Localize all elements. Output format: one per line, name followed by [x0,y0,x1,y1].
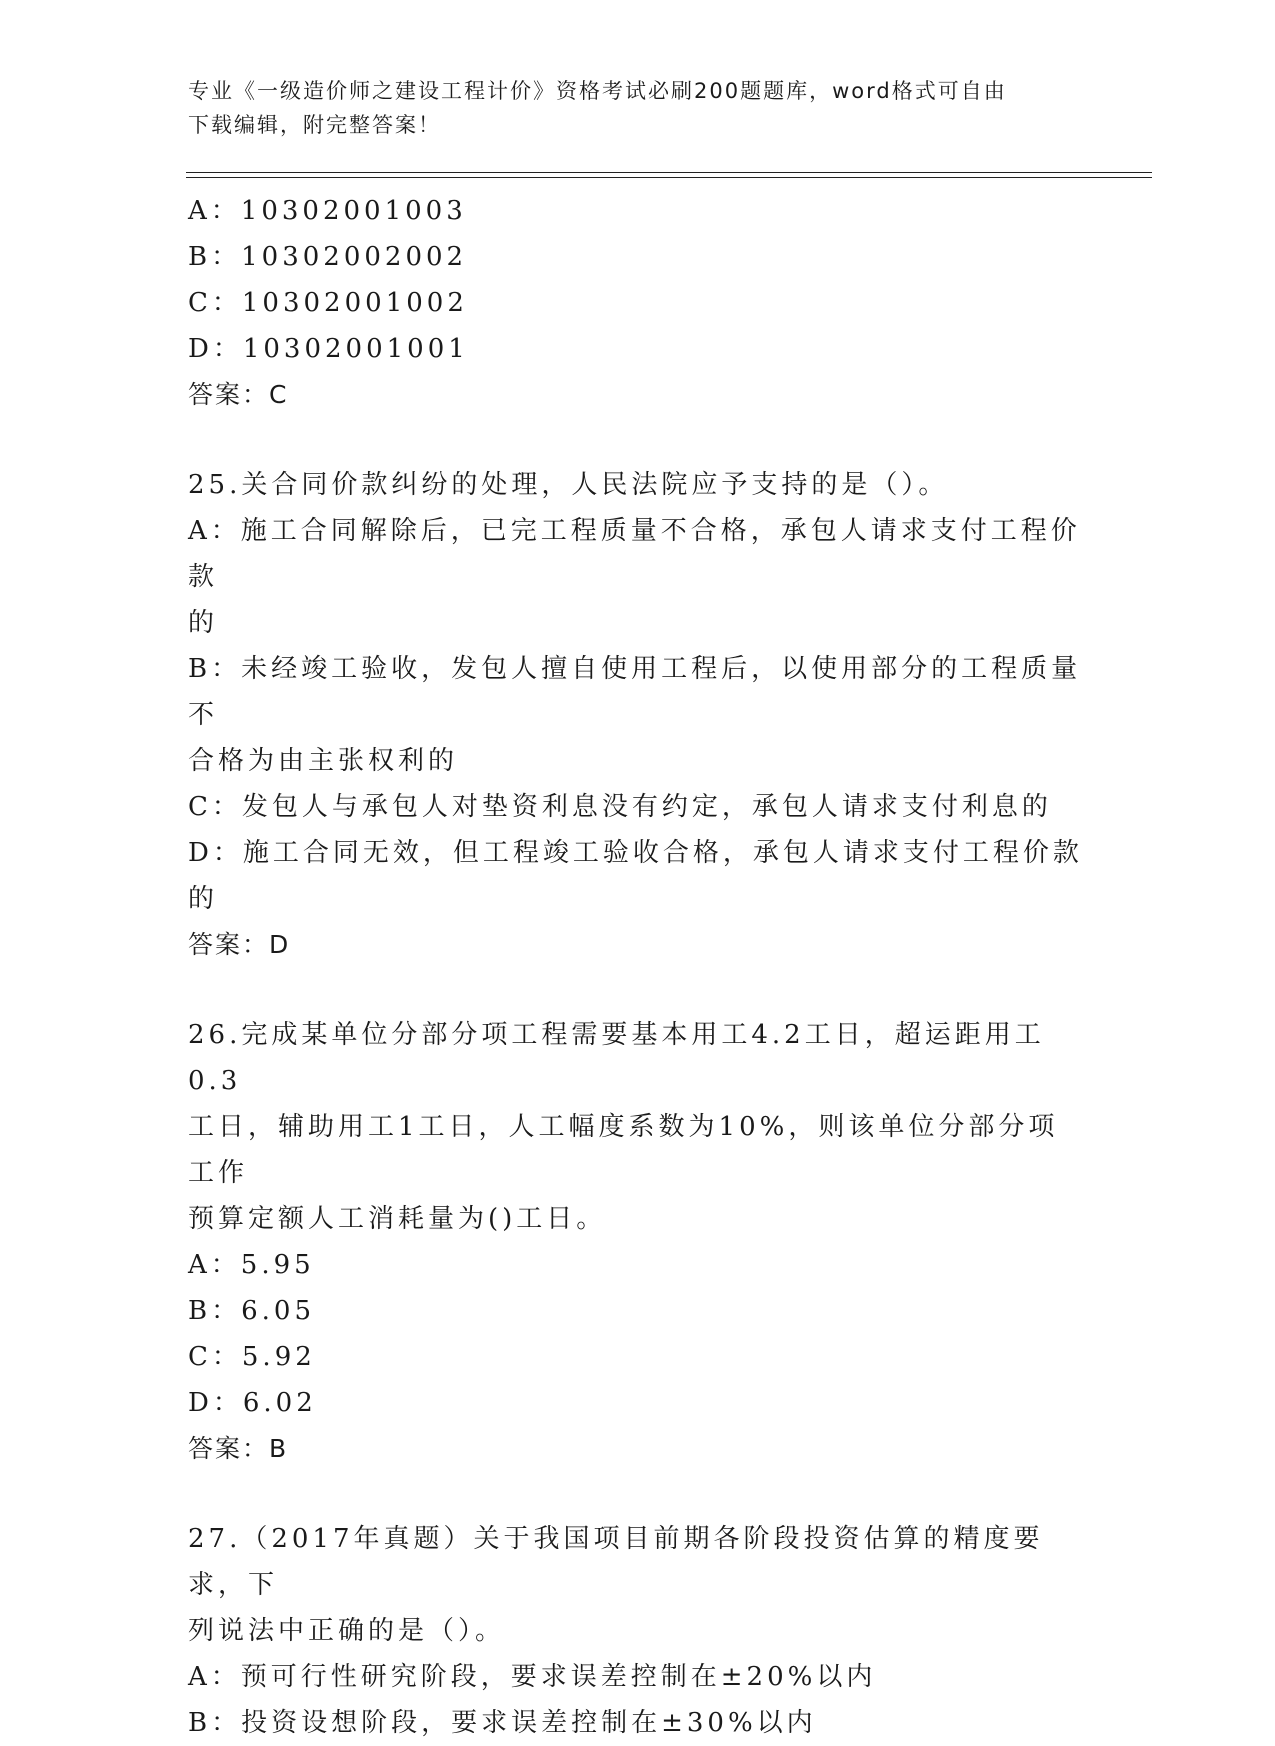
question-25-block [188,462,1088,968]
question-stem-continued: 工日，辅助用工1工日，人工幅度系数为10%，则该单位分部分项工作 [188,1112,1059,1188]
option-a: A：5.95 [188,1250,315,1280]
answer-line: 答案：B [188,1434,289,1463]
question-stem-continued: 列说法中正确的是（）。 [188,1616,506,1646]
option-b: B：投资设想阶段，要求误差控制在±30%以内 [188,1708,817,1738]
option-a-continued: 的 [188,608,219,638]
question-stem: 26.完成某单位分部分项工程需要基本用工4.2工日，超运距用工0.3 [188,1020,1045,1096]
option-b: B：10302002002 [188,242,468,272]
header-rule-bottom [186,177,1152,178]
question-stem: 25.关合同价款纠纷的处理，人民法院应予支持的是（）。 [188,470,949,500]
question-content [188,188,1088,1746]
option-a: A：施工合同解除后，已完工程质量不合格，承包人请求支付工程价款 [188,516,1081,592]
option-c: C：发包人与承包人对垫资利息没有约定，承包人请求支付利息的 [188,792,1052,822]
header-line-1: 专业《一级造价师之建设工程计价》资格考试必刷200题题库，word格式可自由 [188,79,1007,103]
option-d: D：6.02 [188,1388,317,1418]
option-b-continued: 合格为由主张权利的 [188,746,459,776]
question-stem-continued: 预算定额人工消耗量为()工日。 [188,1204,607,1234]
option-b: B：6.05 [188,1296,315,1326]
option-a: A：10302001003 [188,196,467,226]
header-line-2: 下载编辑，附完整答案！ [188,113,441,137]
option-c: C：10302001002 [188,288,468,318]
answer-line: 答案：C [188,380,289,409]
spacer [188,1472,1088,1516]
question-24-block [188,188,1088,418]
option-b: B：未经竣工验收，发包人擅自使用工程后，以使用部分的工程质量不 [188,654,1082,730]
option-a: A：预可行性研究阶段，要求误差控制在±20%以内 [188,1662,877,1692]
question-26-block [188,1012,1088,1472]
question-stem: 27.（2017年真题）关于我国项目前期各阶段投资估算的精度要求，下 [188,1524,1044,1600]
spacer [188,418,1088,462]
answer-line: 答案：D [188,930,291,959]
option-c: C：5.92 [188,1342,316,1372]
spacer [188,968,1088,1012]
option-d: D：施工合同无效，但工程竣工验收合格，承包人请求支付工程价款的 [188,838,1083,914]
option-d: D：10302001001 [188,334,469,364]
document-header [188,74,1068,142]
header-rule-top [186,172,1152,173]
question-27-block [188,1516,1088,1746]
